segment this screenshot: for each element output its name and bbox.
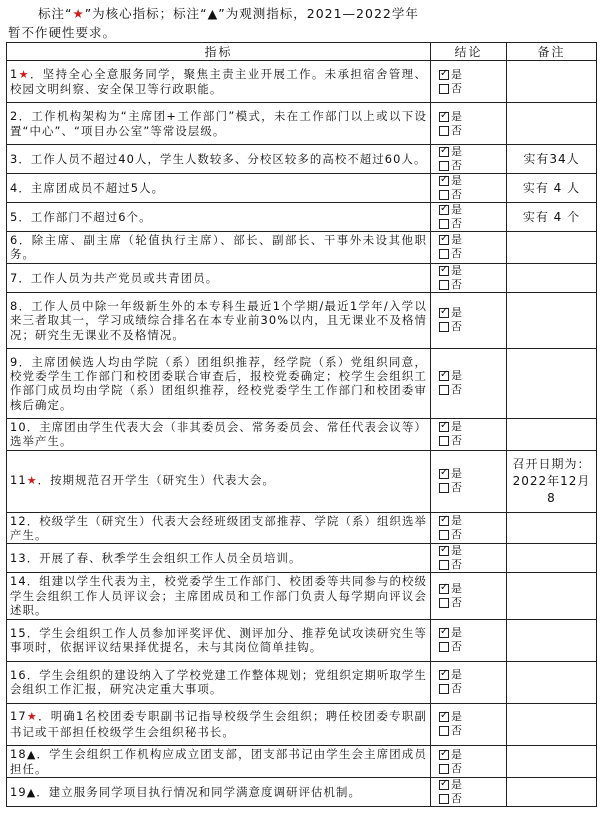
- checkbox-label: 是: [451, 67, 462, 81]
- checkbox-yes[interactable]: [439, 306, 506, 320]
- checkbox-label: 是: [451, 626, 462, 640]
- indicator-number: 4: [10, 180, 19, 195]
- checkbox-label: 是: [451, 174, 462, 187]
- indicator-number: 13: [10, 551, 27, 566]
- checkbox-yes[interactable]: [439, 369, 506, 383]
- indicator-text: ．坚持全心全意服务同学，聚焦主责主业开展工作。未承担宿舍管理、校园文明纠察、安全保卫等行政职能。: [10, 66, 427, 96]
- indicator-cell: [7, 619, 431, 661]
- checkbox-yes[interactable]: [439, 145, 506, 159]
- checkbox-label: 否: [451, 247, 462, 261]
- indicator-number: 18: [10, 746, 27, 761]
- indicator-number: 7: [10, 270, 19, 285]
- checked-box-icon[interactable]: [439, 371, 449, 381]
- triangle-icon: ▲: [26, 747, 37, 761]
- indicator-cell: [7, 145, 431, 174]
- checkbox-no[interactable]: [439, 159, 506, 173]
- table-row: [7, 203, 597, 232]
- conclusion-cell: [431, 745, 507, 778]
- note-cell: [507, 418, 597, 450]
- indicator-cell: [7, 450, 431, 512]
- unchecked-box-icon[interactable]: [439, 322, 449, 332]
- conclusion-cell: [431, 103, 507, 145]
- intro-text: [8, 4, 598, 42]
- indicator-cell: [7, 61, 431, 103]
- table-row: [7, 661, 597, 703]
- checkbox-no[interactable]: [439, 724, 506, 738]
- checked-box-icon[interactable]: [439, 712, 449, 722]
- checkbox-label: 否: [451, 217, 462, 230]
- intro-line-1: 标注“★”为核心指标；标注“▲”为观测指标，2021—2022学年: [38, 6, 419, 21]
- checked-box-icon[interactable]: [439, 516, 449, 526]
- table-row: [7, 450, 597, 512]
- indicator-text: ．工作机构架构为“主席团+工作部门”模式，未在工作部门以上或以下设置“中心”、“项目办公室”等常设层级。: [10, 109, 427, 138]
- table-row: [7, 512, 597, 544]
- checkbox-yes[interactable]: [439, 467, 506, 481]
- header-indicator: 指标: [7, 43, 431, 61]
- unchecked-box-icon[interactable]: [439, 84, 449, 94]
- table-row: [7, 174, 597, 203]
- checkbox-label: 是: [451, 467, 462, 481]
- indicator-cell: [7, 745, 431, 778]
- unchecked-box-icon[interactable]: [439, 436, 449, 446]
- checkbox-no[interactable]: [439, 682, 506, 696]
- table-header-row: [7, 43, 597, 61]
- unchecked-box-icon[interactable]: [439, 161, 449, 171]
- indicator-text: ．学生会组织的建设纳入了学校党建工作整体规划；党组织定期听取学生会组织工作汇报，研究决定重大事项。: [10, 667, 427, 697]
- indicator-number: 1: [10, 66, 19, 81]
- checkbox-label: 是: [451, 710, 462, 724]
- unchecked-box-icon[interactable]: [439, 385, 449, 395]
- indicator-text: ．主席团由学生代表大会（非其委员会、常务委员会、常任代表会议等）选举产生。: [10, 419, 427, 449]
- indicator-text: ．工作部门不超过6个。: [18, 209, 152, 224]
- indicator-number: 3: [10, 151, 19, 166]
- indicator-text: ．按期规范召开学生（研究生）代表大会。: [37, 473, 275, 488]
- checkbox-no[interactable]: [439, 320, 506, 334]
- conclusion-cell: [431, 292, 507, 348]
- indicator-cell: [7, 203, 431, 232]
- table-row: [7, 292, 597, 348]
- star-icon: ★: [72, 6, 85, 21]
- checkbox-label: 是: [451, 263, 462, 277]
- checkbox-label: 是: [451, 109, 462, 123]
- checkbox-yes[interactable]: [439, 203, 506, 217]
- note-cell: [507, 103, 597, 145]
- note-cell: 实有 4 个: [507, 203, 597, 232]
- unchecked-box-icon[interactable]: [439, 483, 449, 493]
- table-row: [7, 103, 597, 145]
- checked-box-icon[interactable]: [439, 308, 449, 318]
- note-cell: [507, 292, 597, 348]
- checked-box-icon[interactable]: [439, 422, 449, 432]
- checkbox-yes[interactable]: [439, 748, 506, 762]
- checked-box-icon[interactable]: [439, 205, 449, 215]
- indicator-text: ．工作人员不超过40人，学生人数较多、分校区较多的高校不超过60人。: [18, 151, 427, 166]
- unchecked-box-icon[interactable]: [439, 642, 449, 652]
- indicator-text: ．建立服务同学项目执行情况和同学满意度调研评估机制。: [36, 784, 362, 799]
- checkbox-no[interactable]: [439, 188, 506, 202]
- indicator-cell: [7, 292, 431, 348]
- conclusion-cell: [431, 661, 507, 703]
- table-row: [7, 418, 597, 450]
- checked-box-icon[interactable]: [439, 147, 449, 157]
- checked-box-icon[interactable]: [439, 780, 449, 790]
- checkbox-no[interactable]: [439, 558, 506, 572]
- checkbox-yes[interactable]: [439, 668, 506, 682]
- checkbox-no[interactable]: [439, 434, 506, 448]
- indicator-text: ．主席团成员不超过5人。: [18, 180, 165, 195]
- note-cell: [507, 661, 597, 703]
- conclusion-cell: [431, 703, 507, 745]
- checkbox-yes[interactable]: [439, 544, 506, 558]
- indicator-text: ．工作人员中除一年级新生外的本专科生最近1个学期/最近1学年/入学以来三者取其一，学习成绩综合排名在本专业前30%以内，且无课业不及格情况；研究生无课业不及格情况。: [10, 298, 427, 342]
- star-icon: ★: [26, 474, 38, 488]
- note-cell: [507, 778, 597, 807]
- checkbox-no[interactable]: [439, 481, 506, 495]
- conclusion-cell: [431, 174, 507, 203]
- conclusion-cell: [431, 418, 507, 450]
- unchecked-box-icon[interactable]: [439, 219, 449, 229]
- checkbox-yes[interactable]: [439, 710, 506, 724]
- checkbox-label: 是: [451, 778, 462, 792]
- conclusion-cell: [431, 263, 507, 292]
- unchecked-box-icon[interactable]: [439, 280, 449, 290]
- note-cell: [507, 61, 597, 103]
- checked-box-icon[interactable]: [439, 176, 449, 186]
- note-cell: [507, 619, 597, 661]
- indicator-table: [6, 42, 597, 807]
- unchecked-box-icon[interactable]: [439, 249, 449, 259]
- note-cell: 召开日期为：2022年12月8: [507, 450, 597, 512]
- checkbox-label: 否: [451, 724, 462, 738]
- checkbox-label: 是: [451, 233, 462, 247]
- conclusion-cell: [431, 348, 507, 418]
- checkbox-yes[interactable]: [439, 514, 506, 528]
- indicator-cell: [7, 512, 431, 544]
- checkbox-label: 是: [451, 544, 462, 558]
- indicator-number: 10: [10, 419, 27, 434]
- conclusion-cell: [431, 232, 507, 264]
- indicator-cell: [7, 573, 431, 619]
- checkbox-yes[interactable]: [439, 778, 506, 792]
- indicator-number: 16: [10, 667, 27, 682]
- table-row: [7, 232, 597, 264]
- indicator-text: ．学生会组织工作机构应成立团支部，团支部书记由学生会主席团成员担任。: [10, 746, 427, 777]
- conclusion-cell: [431, 573, 507, 619]
- conclusion-cell: [431, 203, 507, 232]
- indicator-text: ．学生会组织工作人员参加评奖评优、测评加分、推荐免试攻读研究生等事项时，依据评议结果择优提名，未与其岗位简单挂钩。: [10, 625, 427, 655]
- indicator-cell: [7, 544, 431, 573]
- checkbox-label: 否: [451, 596, 462, 610]
- checkbox-no[interactable]: [439, 596, 506, 610]
- conclusion-cell: [431, 778, 507, 807]
- conclusion-cell: [431, 512, 507, 544]
- checked-box-icon[interactable]: [439, 670, 449, 680]
- checkbox-no[interactable]: [439, 640, 506, 654]
- checkbox-label: 否: [451, 188, 462, 201]
- indicator-number: 12: [10, 513, 27, 528]
- checkbox-label: 是: [451, 747, 462, 761]
- indicator-cell: [7, 263, 431, 292]
- indicator-text: ．组建以学生代表为主，校党委学生工作部门、校团委等共同参与的校级学生会组织工作人员评议会；主席团成员和工作部门负责人每学期向评议会述职。: [10, 574, 427, 618]
- indicator-cell: [7, 778, 431, 807]
- checkbox-no[interactable]: [439, 278, 506, 292]
- checkbox-no[interactable]: [439, 247, 506, 261]
- checkbox-no[interactable]: [439, 792, 506, 806]
- header-note: 备注: [507, 43, 597, 61]
- indicator-number: 14: [10, 574, 27, 589]
- indicator-text: ．工作人员为共产党员或共青团员。: [18, 270, 219, 285]
- conclusion-cell: [431, 450, 507, 512]
- checkbox-label: 是: [451, 306, 462, 320]
- checkbox-yes[interactable]: [439, 626, 506, 640]
- checked-box-icon[interactable]: [439, 266, 449, 276]
- unchecked-box-icon[interactable]: [439, 598, 449, 608]
- checkbox-label: 否: [451, 434, 462, 448]
- checkbox-label: 否: [451, 761, 462, 775]
- checkbox-label: 否: [451, 123, 462, 137]
- indicator-number: 9: [10, 354, 19, 369]
- checked-box-icon[interactable]: [439, 750, 449, 760]
- note-cell: [507, 512, 597, 544]
- star-icon: ★: [18, 67, 30, 81]
- checkbox-label: 是: [451, 369, 462, 383]
- checked-box-icon[interactable]: [439, 70, 449, 80]
- indicator-number: 17: [10, 709, 27, 724]
- checkbox-no[interactable]: [439, 82, 506, 96]
- unchecked-box-icon[interactable]: [439, 126, 449, 136]
- indicator-text: ．除主席、副主席（轮值执行主席）、部长、副部长、干事外未设其他职务。: [10, 233, 427, 262]
- checked-box-icon[interactable]: [439, 235, 449, 245]
- indicator-text: ．校级学生（研究生）代表大会经班级团支部推荐、学院（系）组织选举产生。: [10, 513, 427, 543]
- triangle-icon: ▲: [26, 785, 37, 799]
- checkbox-yes[interactable]: [439, 110, 506, 124]
- table-row: [7, 745, 597, 778]
- checkbox-label: 否: [451, 558, 462, 572]
- checkbox-label: 是: [451, 582, 462, 596]
- indicator-number: 15: [10, 625, 27, 640]
- unchecked-box-icon[interactable]: [439, 530, 449, 540]
- table-row: [7, 263, 597, 292]
- checkbox-label: 否: [451, 277, 462, 291]
- checkbox-label: 否: [451, 792, 462, 806]
- indicator-number: 2: [10, 109, 19, 124]
- table-row: [7, 145, 597, 174]
- checked-box-icon[interactable]: [439, 546, 449, 556]
- indicator-cell: [7, 348, 431, 418]
- checked-box-icon[interactable]: [439, 112, 449, 122]
- conclusion-cell: [431, 544, 507, 573]
- conclusion-cell: [431, 145, 507, 174]
- checked-box-icon[interactable]: [439, 628, 449, 638]
- checkbox-no[interactable]: [439, 217, 506, 231]
- note-cell: [507, 348, 597, 418]
- checkbox-no[interactable]: [439, 124, 506, 138]
- indicator-number: 19: [10, 784, 27, 799]
- unchecked-box-icon[interactable]: [439, 794, 449, 804]
- indicator-number: 5: [10, 209, 19, 224]
- checkbox-label: 是: [451, 145, 462, 158]
- indicator-number: 6: [10, 233, 19, 247]
- checked-box-icon[interactable]: [439, 469, 449, 479]
- checkbox-label: 是: [451, 203, 462, 216]
- note-cell: [507, 263, 597, 292]
- checkbox-yes[interactable]: [439, 264, 506, 278]
- intro-line-2: 暂不作硬性要求。: [8, 25, 117, 40]
- indicator-text: ．开展了春、秋季学生会组织工作人员全员培训。: [26, 551, 302, 566]
- table-row: [7, 573, 597, 619]
- checkbox-no[interactable]: [439, 528, 506, 542]
- star-icon: ★: [26, 710, 39, 724]
- checkbox-label: 是: [451, 420, 462, 434]
- indicator-number: 11: [10, 473, 27, 488]
- checkbox-yes[interactable]: [439, 420, 506, 434]
- indicator-number: 8: [10, 298, 19, 313]
- checkbox-label: 否: [451, 481, 462, 495]
- unchecked-box-icon[interactable]: [439, 764, 449, 774]
- unchecked-box-icon[interactable]: [439, 726, 449, 736]
- checkbox-no[interactable]: [439, 762, 506, 776]
- checkbox-yes[interactable]: [439, 233, 506, 247]
- checkbox-label: 否: [451, 81, 462, 95]
- indicator-cell: [7, 232, 431, 264]
- table-row: [7, 703, 597, 745]
- header-conclusion: 结论: [431, 43, 507, 61]
- checkbox-label: 是: [451, 514, 462, 528]
- indicator-text: ．明确1名校团委专职副书记指导校级学生会组织；聘任校团委专职副书记或干部担任校级学生会组织秘书长。: [10, 709, 427, 739]
- table-row: [7, 619, 597, 661]
- table-row: [7, 778, 597, 807]
- checkbox-label: 否: [451, 383, 462, 397]
- checkbox-no[interactable]: [439, 383, 506, 397]
- conclusion-cell: [431, 619, 507, 661]
- checkbox-label: 否: [451, 528, 462, 542]
- indicator-cell: [7, 418, 431, 450]
- checkbox-yes[interactable]: [439, 174, 506, 188]
- table-row: [7, 348, 597, 418]
- note-cell: [507, 573, 597, 619]
- note-cell: 实有 4 人: [507, 174, 597, 203]
- table-row: [7, 544, 597, 573]
- indicator-cell: [7, 103, 431, 145]
- checkbox-yes[interactable]: [439, 582, 506, 596]
- checked-box-icon[interactable]: [439, 584, 449, 594]
- checkbox-label: 否: [451, 682, 462, 696]
- indicator-text: ．主席团候选人均由学院（系）团组织推荐，经学院（系）党组织同意，校党委学生工作部门和校团委联合审查后，报校党委确定；校学生会组织工作部门成员均由学院（系）团组织推荐，经校党委学生工作部门和校团委审核后确定。: [10, 354, 427, 412]
- checkbox-label: 是: [451, 668, 462, 682]
- unchecked-box-icon[interactable]: [439, 684, 449, 694]
- checkbox-label: 否: [451, 640, 462, 654]
- table-row: [7, 61, 597, 103]
- indicator-cell: [7, 661, 431, 703]
- indicator-cell: [7, 174, 431, 203]
- note-cell: [507, 544, 597, 573]
- checkbox-yes[interactable]: [439, 68, 506, 82]
- note-cell: [507, 232, 597, 264]
- note-cell: 实有34人: [507, 145, 597, 174]
- note-cell: [507, 703, 597, 745]
- note-cell: [507, 745, 597, 778]
- checkbox-label: 否: [451, 159, 462, 172]
- indicator-cell: [7, 703, 431, 745]
- checkbox-label: 否: [451, 320, 462, 334]
- unchecked-box-icon[interactable]: [439, 190, 449, 200]
- unchecked-box-icon[interactable]: [439, 560, 449, 570]
- conclusion-cell: [431, 61, 507, 103]
